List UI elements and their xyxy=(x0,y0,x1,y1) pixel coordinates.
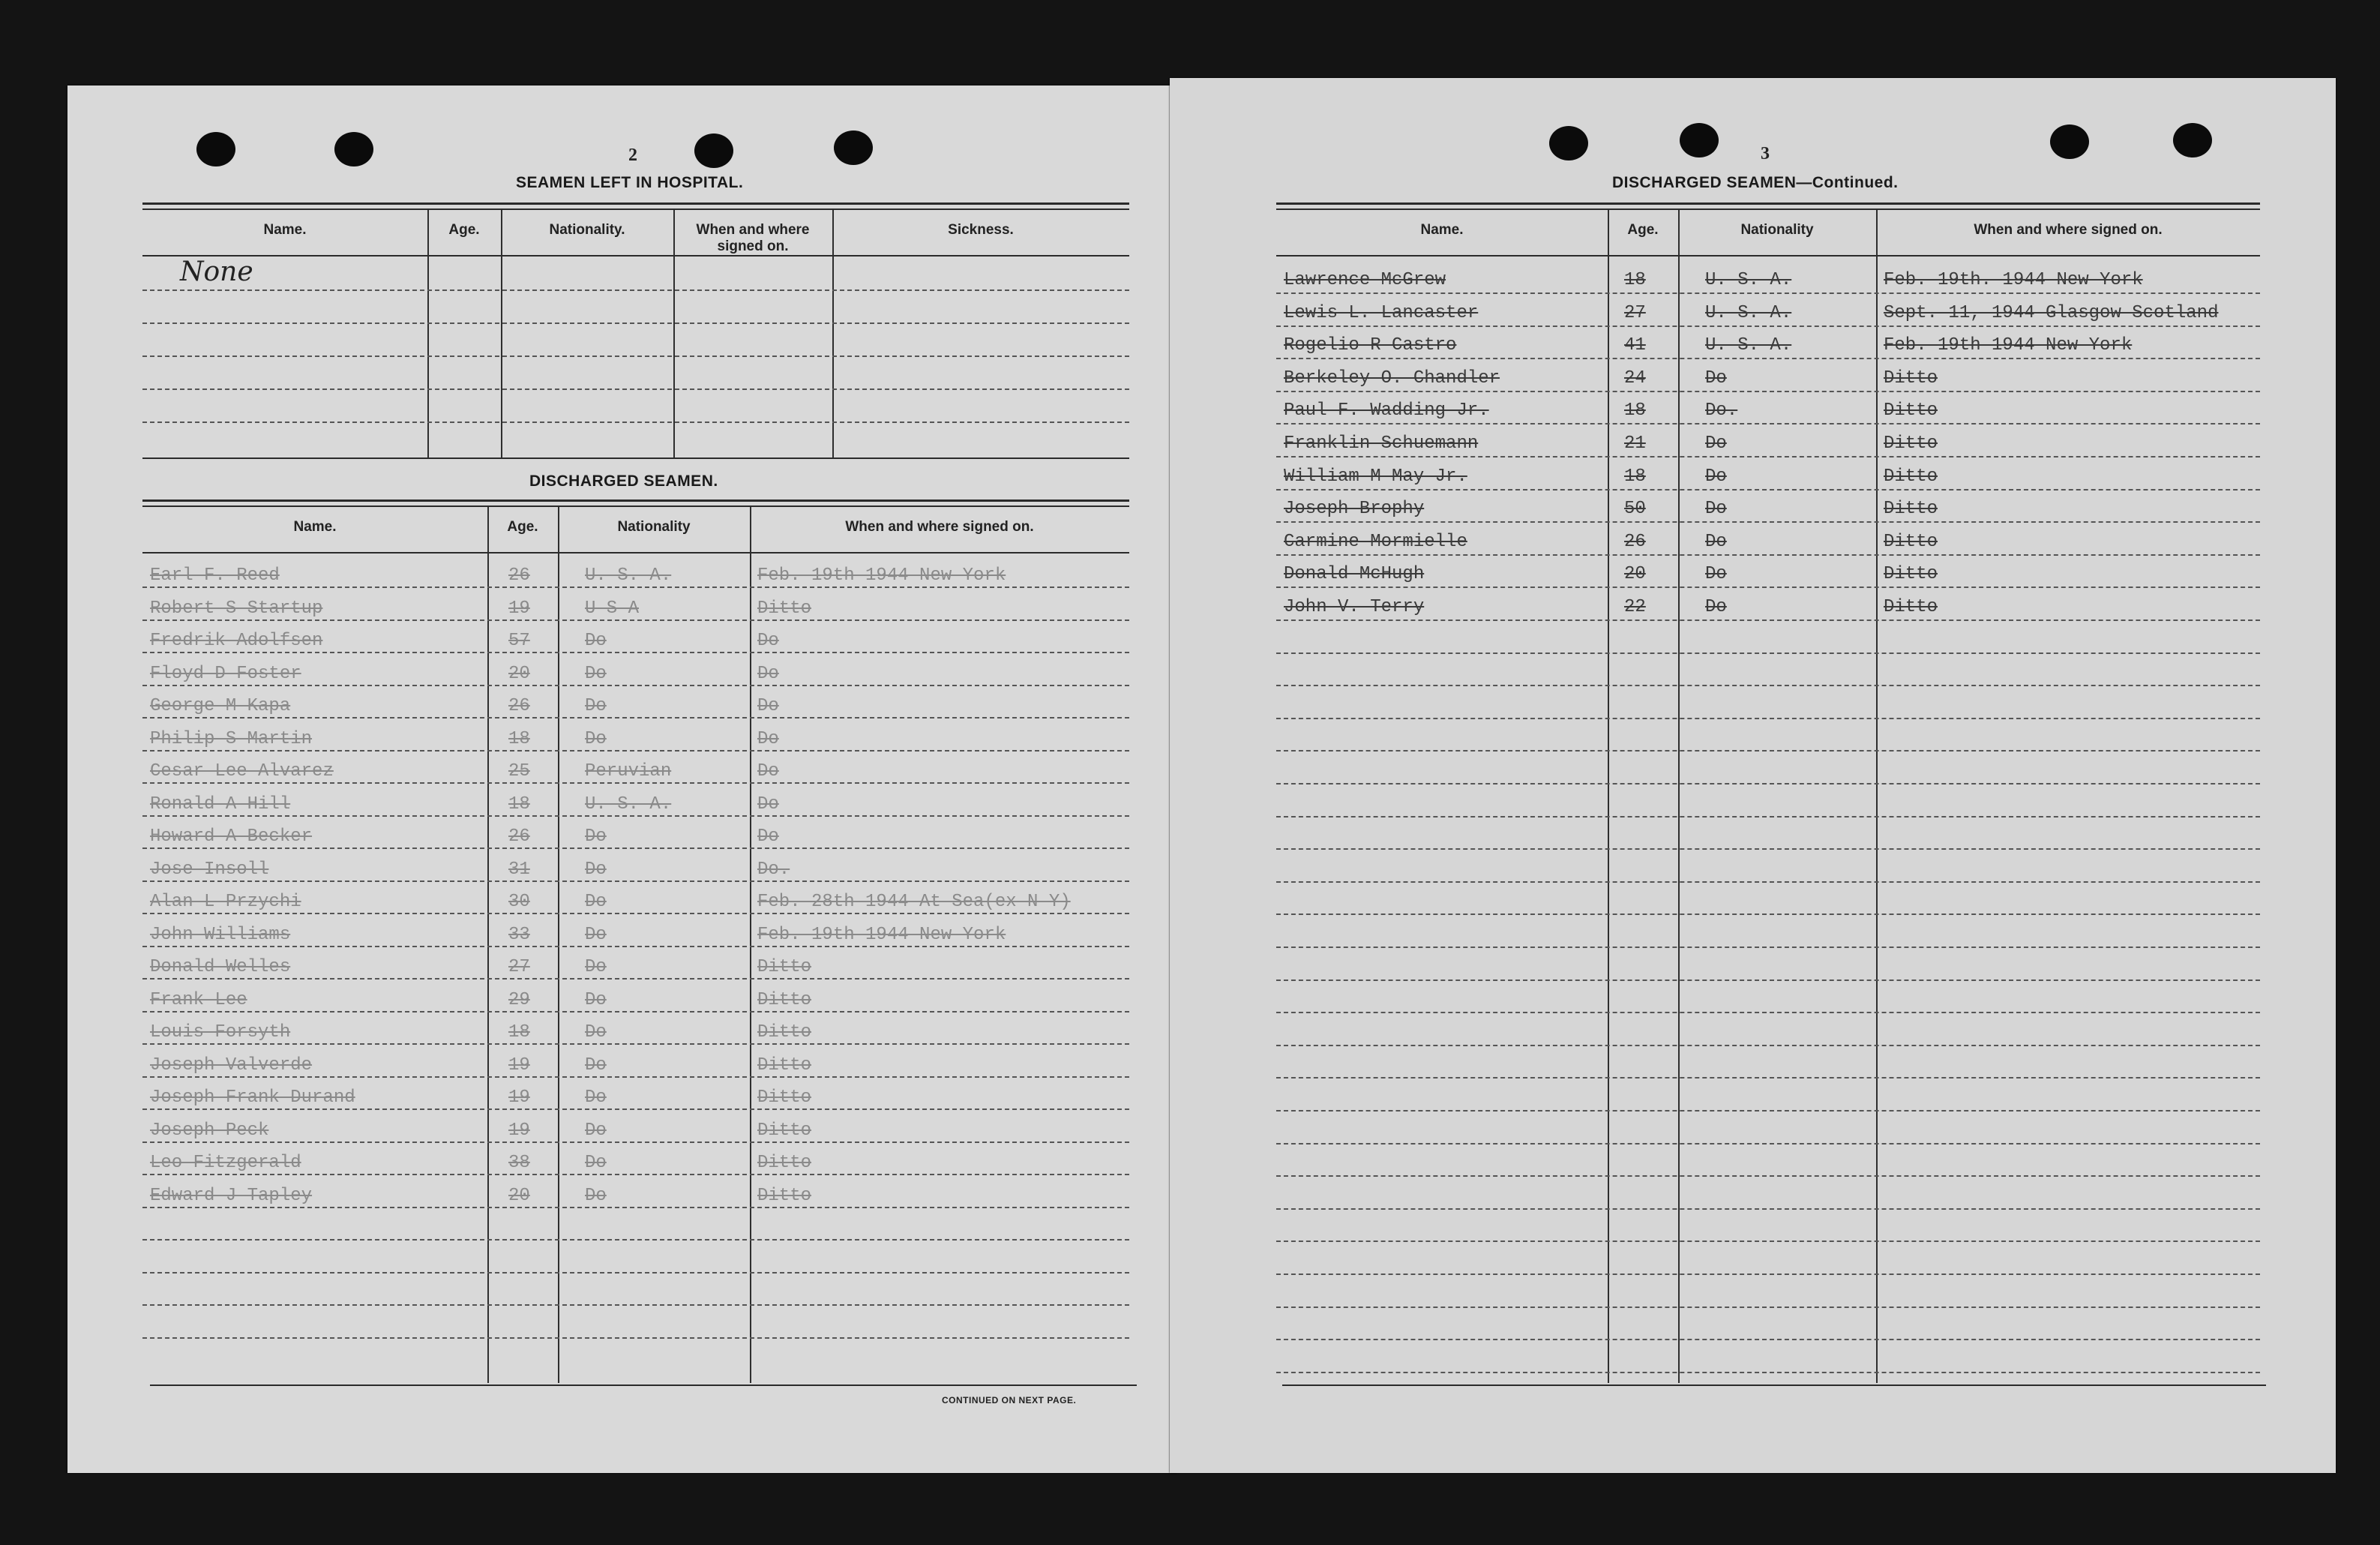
punch-hole xyxy=(2050,124,2089,159)
row-line xyxy=(1276,1339,2260,1340)
seaman-age: 29 xyxy=(508,989,530,1010)
row-line xyxy=(1276,914,2260,915)
seaman-nationality: Peruvian xyxy=(585,761,672,782)
row-line xyxy=(1276,1306,2260,1308)
row-line xyxy=(1276,652,2260,654)
row-line xyxy=(1276,685,2260,686)
row-line xyxy=(142,620,1129,621)
seaman-signed-on: Ditto xyxy=(757,1185,812,1206)
rule xyxy=(142,500,1129,502)
seaman-nationality: Do xyxy=(1705,597,1727,617)
column-header: Name. xyxy=(263,222,307,238)
row-line xyxy=(1276,946,2260,948)
seaman-age: 22 xyxy=(1624,597,1646,617)
seaman-nationality: Do. xyxy=(1705,400,1738,422)
seaman-name: Philip S Martin xyxy=(150,728,313,749)
column-header: When and where signed on. xyxy=(845,519,1034,535)
seaman-name: Donald Welles xyxy=(150,957,291,977)
seaman-nationality: U. S. A. xyxy=(585,566,672,586)
row-line xyxy=(1276,1143,2260,1144)
column-header: Nationality xyxy=(617,519,691,535)
row-line xyxy=(1276,750,2260,752)
column-header: Age. xyxy=(1627,222,1659,238)
seaman-nationality: U. S. A. xyxy=(585,794,672,814)
row-line xyxy=(142,356,1129,357)
row-line xyxy=(142,1207,1129,1208)
column-divider xyxy=(673,210,675,458)
seaman-nationality: Do xyxy=(1705,531,1727,552)
seaman-name: Fredrik Adolfsen xyxy=(150,631,323,651)
seaman-nationality: U S A xyxy=(585,598,640,619)
seaman-signed-on: Do xyxy=(757,663,779,684)
right-page xyxy=(1170,78,2336,1473)
rule xyxy=(142,458,1129,459)
seaman-nationality: Do xyxy=(1705,368,1727,388)
row-line xyxy=(1276,554,2260,556)
seaman-age: 19 xyxy=(508,598,530,619)
seaman-signed-on: Ditto xyxy=(1884,368,1938,388)
punch-hole xyxy=(1549,126,1588,160)
row-line xyxy=(142,422,1129,423)
seaman-signed-on: Ditto xyxy=(757,1120,812,1141)
seaman-age: 26 xyxy=(508,566,530,586)
seaman-name: Leo Fitzgerald xyxy=(150,1153,301,1173)
seaman-name: Paul F. Wadding Jr. xyxy=(1284,400,1489,422)
seaman-signed-on: Feb. 19th 1944 New York xyxy=(1884,335,2133,356)
row-line xyxy=(142,1304,1129,1306)
seaman-age: 26 xyxy=(1624,531,1646,552)
punch-hole xyxy=(334,132,373,166)
seaman-signed-on: Ditto xyxy=(1884,597,1938,617)
seaman-signed-on: Ditto xyxy=(757,1054,812,1076)
seaman-name: Frank Lee xyxy=(150,989,247,1010)
row-line xyxy=(142,815,1129,817)
seaman-age: 41 xyxy=(1624,335,1646,356)
seaman-name: Howard A Becker xyxy=(150,826,313,847)
seaman-signed-on: Do xyxy=(757,696,779,716)
row-line xyxy=(142,1142,1129,1143)
seaman-name: William M May Jr. xyxy=(1284,466,1467,487)
column-divider xyxy=(832,210,834,458)
seaman-signed-on: Feb. 28th 1944 At Sea(ex N Y) xyxy=(757,892,1071,912)
row-line xyxy=(1276,456,2260,458)
seaman-nationality: Do xyxy=(585,1022,607,1042)
row-line xyxy=(142,1043,1129,1045)
seaman-name: Joseph Frank Durand xyxy=(150,1088,355,1108)
seaman-signed-on: Sept. 11, 1944 Glasgow Scotland xyxy=(1884,302,2219,323)
rule xyxy=(1276,202,2260,205)
row-line xyxy=(1276,783,2260,784)
seaman-name: John Williams xyxy=(150,924,291,945)
rule xyxy=(142,202,1129,205)
column-header: When and where signed on. xyxy=(1974,222,2163,238)
seaman-signed-on: Feb. 19th 1944 New York xyxy=(757,566,1006,586)
seaman-name: Floyd D Foster xyxy=(150,663,301,684)
seaman-signed-on: Feb. 19th. 1944 New York xyxy=(1884,270,2143,290)
row-line xyxy=(142,913,1129,914)
punch-hole xyxy=(2173,123,2212,158)
row-line xyxy=(142,750,1129,752)
column-header: Name. xyxy=(293,519,337,535)
discharged-title: DISCHARGED SEAMEN. xyxy=(529,472,718,490)
seaman-age: 25 xyxy=(508,761,530,782)
seaman-name: Berkeley O. Chandler xyxy=(1284,368,1500,388)
seaman-age: 20 xyxy=(1624,564,1646,585)
row-line xyxy=(142,1239,1129,1240)
column-divider xyxy=(427,210,429,458)
hospital-title: SEAMEN LEFT IN HOSPITAL. xyxy=(516,174,744,191)
seaman-signed-on: Do xyxy=(757,761,779,782)
column-header: Sickness. xyxy=(948,222,1014,238)
page-number: 3 xyxy=(1761,144,1770,164)
seaman-nationality: Do xyxy=(1705,564,1727,585)
seaman-age: 18 xyxy=(508,1022,530,1042)
seaman-age: 21 xyxy=(1624,434,1646,454)
seaman-nationality: U. S. A. xyxy=(1705,302,1792,323)
seaman-nationality: Do xyxy=(1705,499,1727,520)
seaman-name: John V. Terry xyxy=(1284,597,1425,617)
seaman-nationality: Do xyxy=(1705,466,1727,487)
row-line xyxy=(1276,423,2260,424)
row-line xyxy=(1276,1110,2260,1112)
seaman-age: 27 xyxy=(508,957,530,977)
seaman-name: Joseph Valverde xyxy=(150,1054,313,1076)
seaman-name: Robert S Startup xyxy=(150,598,323,619)
seaman-signed-on: Do. xyxy=(757,859,790,880)
row-line xyxy=(1276,848,2260,850)
row-line xyxy=(142,652,1129,653)
seaman-nationality: Do xyxy=(585,1153,607,1173)
row-line xyxy=(142,1174,1129,1175)
seaman-nationality: Do xyxy=(585,892,607,912)
seaman-age: 24 xyxy=(1624,368,1646,388)
punch-hole xyxy=(834,130,873,165)
seaman-age: 18 xyxy=(1624,400,1646,422)
seaman-name: Ronald A Hill xyxy=(150,794,291,814)
seaman-nationality: Do xyxy=(585,924,607,945)
row-line xyxy=(1276,1045,2260,1046)
row-line xyxy=(142,586,1129,588)
seaman-nationality: Do xyxy=(585,989,607,1010)
seaman-age: 57 xyxy=(508,631,530,651)
seaman-nationality: Do xyxy=(585,631,607,651)
punch-hole xyxy=(1680,123,1719,158)
seaman-name: Rogelio R Castro xyxy=(1284,335,1457,356)
seaman-signed-on: Ditto xyxy=(757,989,812,1010)
seaman-age: 50 xyxy=(1624,499,1646,520)
punch-hole xyxy=(196,132,235,166)
column-header: When and where signed on. xyxy=(696,222,810,254)
row-line xyxy=(142,946,1129,947)
row-line xyxy=(142,388,1129,390)
seaman-age: 20 xyxy=(508,663,530,684)
rule xyxy=(142,552,1129,554)
seaman-signed-on: Do xyxy=(757,826,779,847)
seaman-nationality: Do xyxy=(585,696,607,716)
rule xyxy=(1276,208,2260,210)
seaman-nationality: Do xyxy=(585,1120,607,1141)
row-line xyxy=(1276,718,2260,719)
seaman-signed-on: Ditto xyxy=(757,1022,812,1042)
column-header: Age. xyxy=(507,519,538,535)
row-line xyxy=(1276,358,2260,359)
column-header: Nationality xyxy=(1740,222,1814,238)
seaman-name: Earl F. Reed xyxy=(150,566,280,586)
seaman-name: Cesar Lee Alvarez xyxy=(150,761,334,782)
row-line xyxy=(142,782,1129,784)
seaman-age: 20 xyxy=(508,1185,530,1206)
seaman-age: 18 xyxy=(508,728,530,749)
seaman-name: Louis Forsyth xyxy=(150,1022,291,1042)
footer-continued: CONTINUED ON NEXT PAGE. xyxy=(942,1395,1077,1406)
seaman-age: 18 xyxy=(508,794,530,814)
seaman-nationality: Do xyxy=(585,1088,607,1108)
row-line xyxy=(1276,1208,2260,1210)
row-line xyxy=(142,848,1129,849)
row-line xyxy=(1276,816,2260,818)
continued-title: DISCHARGED SEAMEN—Continued. xyxy=(1612,174,1899,191)
seaman-age: 38 xyxy=(508,1153,530,1173)
column-header: Nationality. xyxy=(549,222,625,238)
seaman-nationality: Do xyxy=(1705,434,1727,454)
rule xyxy=(1282,1384,2266,1386)
column-header: Name. xyxy=(1420,222,1464,238)
seaman-nationality: Do xyxy=(585,859,607,880)
seaman-age: 30 xyxy=(508,892,530,912)
seaman-name: Joseph Brophy xyxy=(1284,499,1425,520)
seaman-age: 19 xyxy=(508,1088,530,1108)
seaman-signed-on: Ditto xyxy=(1884,400,1938,422)
rule xyxy=(1276,255,2260,256)
row-line xyxy=(1276,1175,2260,1177)
row-line xyxy=(1276,620,2260,621)
seaman-age: 18 xyxy=(1624,270,1646,290)
row-line xyxy=(1276,326,2260,327)
seaman-signed-on: Ditto xyxy=(757,1088,812,1108)
seaman-nationality: U. S. A. xyxy=(1705,335,1792,356)
seaman-age: 18 xyxy=(1624,466,1646,487)
seaman-nationality: U. S. A. xyxy=(1705,270,1792,290)
seaman-signed-on: Ditto xyxy=(1884,564,1938,585)
seaman-nationality: Do xyxy=(585,663,607,684)
row-line xyxy=(142,1272,1129,1274)
column-header: Age. xyxy=(448,222,480,238)
row-line xyxy=(1276,1077,2260,1078)
rule xyxy=(142,255,1129,256)
row-line xyxy=(142,717,1129,718)
handwritten-none: None xyxy=(180,256,253,287)
rule xyxy=(142,208,1129,210)
seaman-signed-on: Do xyxy=(757,794,779,814)
seaman-nationality: Do xyxy=(585,1185,607,1206)
seaman-signed-on: Do xyxy=(757,631,779,651)
row-line xyxy=(1276,980,2260,981)
row-line xyxy=(1276,1372,2260,1373)
row-line xyxy=(142,322,1129,324)
column-divider xyxy=(1876,210,1878,1383)
seaman-nationality: Do xyxy=(585,957,607,977)
left-page xyxy=(67,86,1177,1473)
row-line xyxy=(1276,521,2260,523)
row-line xyxy=(142,1108,1129,1110)
seaman-name: Lawrence McGrew xyxy=(1284,270,1446,290)
seaman-name: George M Kapa xyxy=(150,696,291,716)
row-line xyxy=(142,978,1129,980)
seaman-name: Edward J Tapley xyxy=(150,1185,313,1206)
row-line xyxy=(1276,292,2260,294)
seaman-name: Carmine Mormielle xyxy=(1284,531,1467,552)
rule xyxy=(150,1384,1137,1386)
row-line xyxy=(142,880,1129,882)
row-line xyxy=(1276,586,2260,588)
row-line xyxy=(1276,391,2260,392)
seaman-signed-on: Ditto xyxy=(1884,434,1938,454)
seaman-signed-on: Ditto xyxy=(757,957,812,977)
seaman-signed-on: Feb. 19th 1944 New York xyxy=(757,924,1006,945)
seaman-name: Alan L Przychi xyxy=(150,892,301,912)
row-line xyxy=(142,1337,1129,1339)
seaman-name: Lewis L. Lancaster xyxy=(1284,302,1479,323)
column-divider xyxy=(1608,210,1609,1383)
seaman-signed-on: Ditto xyxy=(1884,466,1938,487)
row-line xyxy=(1276,489,2260,490)
seaman-signed-on: Ditto xyxy=(1884,531,1938,552)
seaman-signed-on: Ditto xyxy=(1884,499,1938,520)
seaman-age: 26 xyxy=(508,826,530,847)
column-divider xyxy=(501,210,502,458)
seaman-name: Donald McHugh xyxy=(1284,564,1425,585)
seaman-age: 19 xyxy=(508,1054,530,1076)
page-number: 2 xyxy=(628,146,637,165)
row-line xyxy=(142,685,1129,686)
row-line xyxy=(142,290,1129,291)
seaman-age: 26 xyxy=(508,696,530,716)
column-divider xyxy=(1678,210,1680,1383)
row-line xyxy=(142,1011,1129,1012)
seaman-nationality: Do xyxy=(585,728,607,749)
seaman-name: Jose Insoll xyxy=(150,859,269,880)
seaman-signed-on: Do xyxy=(757,728,779,749)
seaman-name: Franklin Schuemann xyxy=(1284,434,1479,454)
seaman-age: 27 xyxy=(1624,302,1646,323)
punch-hole xyxy=(694,134,733,168)
row-line xyxy=(1276,1240,2260,1242)
row-line xyxy=(142,1076,1129,1078)
seaman-age: 33 xyxy=(508,924,530,945)
seaman-nationality: Do xyxy=(585,826,607,847)
seaman-name: Joseph Peck xyxy=(150,1120,269,1141)
seaman-age: 19 xyxy=(508,1120,530,1141)
seaman-nationality: Do xyxy=(585,1054,607,1076)
row-line xyxy=(1276,881,2260,883)
row-line xyxy=(1276,1012,2260,1013)
seaman-age: 31 xyxy=(508,859,530,880)
seaman-signed-on: Ditto xyxy=(757,598,812,619)
rule xyxy=(142,506,1129,507)
seaman-signed-on: Ditto xyxy=(757,1153,812,1173)
row-line xyxy=(1276,1274,2260,1275)
